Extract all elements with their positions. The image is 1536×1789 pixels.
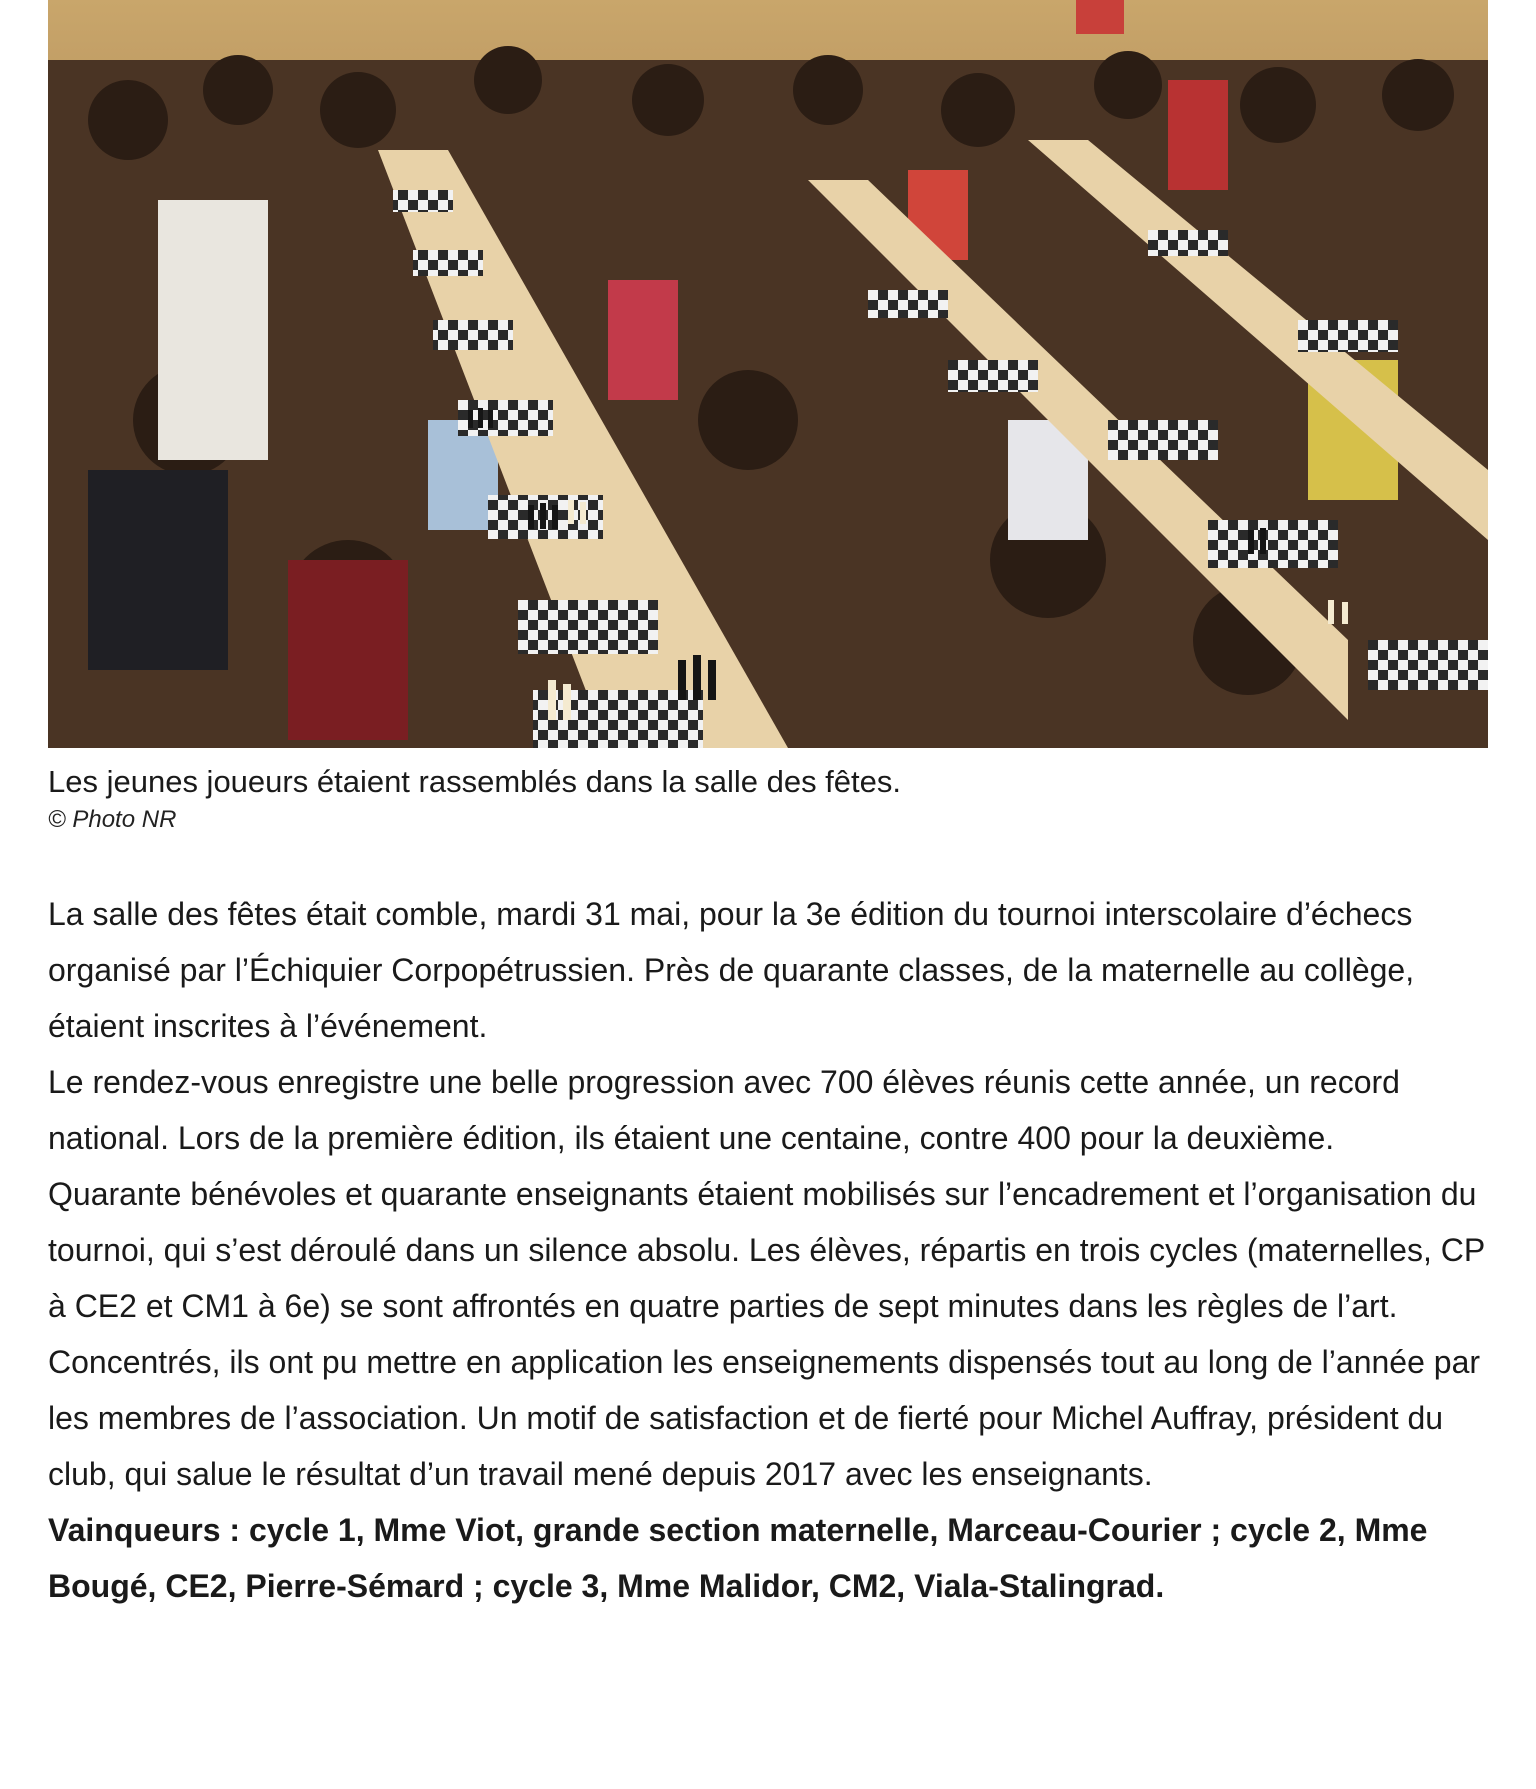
chess-hall-photo: [48, 0, 1488, 748]
article-paragraph-4: Concentrés, ils ont pu mettre en application les enseignements dispensés tout au long de l’année par les membres de l’association. Un motif de satisfaction et de fierté pour Michel Auffray, président du club, qui salue le résultat d’un travail mené depuis 2017 avec les enseignants.: [48, 1344, 1481, 1492]
article-photo: [48, 0, 1488, 748]
article-body: [48, 886, 1488, 1614]
photo-credit: © Photo NR: [48, 806, 177, 833]
photo-caption: Les jeunes joueurs étaient rassemblés dans la salle des fêtes.: [48, 764, 901, 799]
article: [48, 0, 1488, 1614]
winners-paragraph: Vainqueurs : cycle 1, Mme Viot, grande section maternelle, Marceau-Courier ; cycle 2, Mme Bougé, CE2, Pierre-Sémard ; cycle 3, Mme Malidor, CM2, Viala-Stalingrad.: [48, 1512, 1428, 1604]
article-paragraph-3: Quarante bénévoles et quarante enseignants étaient mobilisés sur l’encadrement et l’organisation du tournoi, qui s’est déroulé dans un silence absolu. Les élèves, répartis en trois cycles (maternelles, CP à CE2 et CM1 à 6e) se sont affrontés en quatre parties de sept minutes dans les règles de l’art.: [48, 1176, 1485, 1324]
article-paragraph-1: La salle des fêtes était comble, mardi 31 mai, pour la 3e édition du tournoi interscolaire d’échecs organisé par l’Échiquier Corpopétrussien. Près de quarante classes, de la maternelle au collège, étaient inscrites à l’événement.: [48, 896, 1415, 1044]
article-paragraph-2: Le rendez-vous enregistre une belle progression avec 700 élèves réunis cette année, un record national. Lors de la première édition, ils étaient une centaine, contre 400 pour la deuxième.: [48, 1064, 1400, 1156]
